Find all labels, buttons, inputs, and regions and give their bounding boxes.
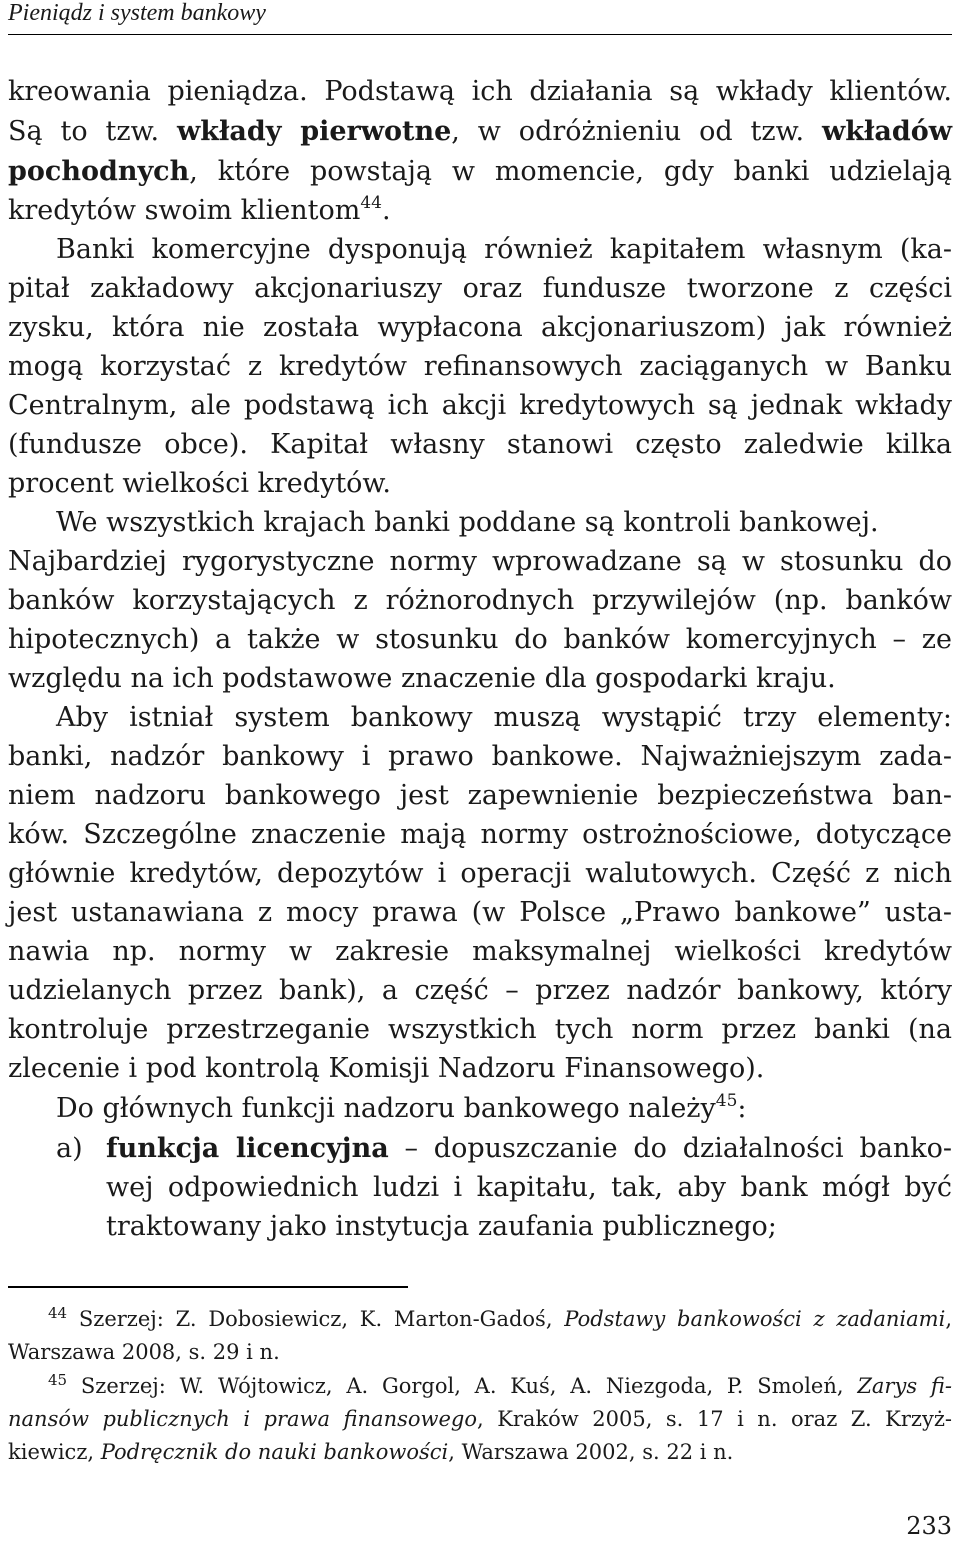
text-line: Są to tzw. wkłady pierwotne, w odróżnieniu od tzw. wkładów — [8, 116, 952, 147]
footnote-ref-44[interactable]: 44 — [360, 193, 382, 213]
text-line: hipotecznych) a także w stosunku do banków komercyjnych – ze — [8, 624, 952, 655]
text-line: zlecenie i pod kontrolą Komisji Nadzoru Finansowego). — [8, 1053, 765, 1084]
text-line: głównie kredytów, depozytów i operacji walutowych. Część z nich — [8, 858, 952, 889]
running-header-title: Pieniądz i system bankowy — [8, 0, 266, 26]
text-line: kreowania pieniądza. Podstawą ich działania są wkłady klientów. — [8, 76, 952, 107]
text-line: pochodnych, które powstają w momencie, gdy banki udzielają — [8, 156, 952, 187]
footnote-separator — [8, 1286, 408, 1288]
footnote-number: 45 — [48, 1371, 68, 1389]
text-line: niem nadzoru bankowego jest zapewnienie bezpieczeństwa ban- — [8, 780, 952, 811]
term-licensing-function: funkcja licencyjna — [106, 1133, 389, 1164]
text-line: mogą korzystać z kredytów refinansowych zaciąganych w Banku — [8, 351, 952, 382]
footnote-line: nansów publicznych i prawa finansowego, Kraków 2005, s. 17 i n. oraz Z. Krzyż- — [8, 1407, 952, 1431]
text-line: jest ustanawiana z mocy prawa (w Polsce „Prawo bankowe” usta- — [8, 897, 952, 928]
footnote-line: Warszawa 2008, s. 29 i n. — [8, 1340, 280, 1364]
footnote-line: kiewicz, Podręcznik do nauki bankowości, Warszawa 2002, s. 22 i n. — [8, 1440, 734, 1464]
text-line: kontroluje przestrzeganie wszystkich tych norm przez banki (na — [8, 1014, 952, 1045]
text-line: udzielanych przez bank), a część – przez nadzór bankowy, który — [8, 975, 952, 1006]
text-line: wej odpowiednich ludzi i kapitału, tak, aby bank mógł być — [106, 1172, 952, 1203]
text-line: nawia np. normy w zakresie maksymalnej wielkości kredytów — [8, 936, 952, 967]
text-line: banków korzystających z różnorodnych przywilejów (np. banków — [8, 585, 952, 616]
text-line: We wszystkich krajach banki poddane są kontroli bankowej. — [56, 507, 879, 538]
text-line: (fundusze obce). Kapitał własny stanowi często zaledwie kilka — [8, 429, 952, 460]
text-line: Centralnym, ale podstawą ich akcji kredytowych są jednak wkłady — [8, 390, 952, 421]
list-item: a) funkcja licencyjna – dopuszczanie do działalności banko- — [8, 1131, 952, 1167]
page-number: 233 — [906, 1512, 952, 1540]
footnote-44: $^{44}$ Szerzej: Z. Dobosiewicz, K. Marton-Gadoś, Podstawy bankowości z zadaniami, — [48, 1304, 952, 1331]
footnote-number: 44 — [48, 1304, 68, 1322]
running-header — [8, 0, 952, 35]
text-line: Banki komercyjne dysponują również kapitałem własnym (ka- — [56, 234, 952, 265]
text-line: zysku, która nie została wypłacona akcjonariuszom) jak również — [8, 312, 952, 343]
term-derivative-deposits: wkładów — [822, 116, 952, 147]
text-line: traktowany jako instytucja zaufania publicznego; — [106, 1211, 777, 1242]
text-line: Najbardziej rygorystyczne normy wprowadzane są w stosunku do — [8, 546, 952, 577]
text-line: względu na ich podstawowe znaczenie dla gospodarki kraju. — [8, 663, 836, 694]
text-line: ków. Szczególne znaczenie mają normy ostrożnościowe, dotyczące — [8, 819, 952, 850]
term-primary-deposits: wkłady pierwotne — [177, 116, 452, 147]
list-marker: a) — [56, 1133, 83, 1164]
text-line: kredytów swoim klientom$^{44}$. — [8, 193, 391, 226]
text-line: Do głównych funkcji nadzoru bankowego należy$^{45}$: — [56, 1091, 747, 1124]
text-line: pitał zakładowy akcjonariuszy oraz fundusze tworzone z części — [8, 273, 952, 304]
footnote-45: $^{45}$ Szerzej: W. Wójtowicz, A. Gorgol, A. Kuś, A. Niezgoda, P. Smoleń, Zarys fi- — [48, 1371, 952, 1398]
text-line: Aby istniał system bankowy muszą wystąpić trzy elementy: — [56, 702, 952, 733]
text-line: banki, nadzór bankowy i prawo bankowe. Najważniejszym zada- — [8, 741, 952, 772]
footnote-ref-45[interactable]: 45 — [715, 1091, 738, 1111]
text-line: procent wielkości kredytów. — [8, 468, 391, 499]
